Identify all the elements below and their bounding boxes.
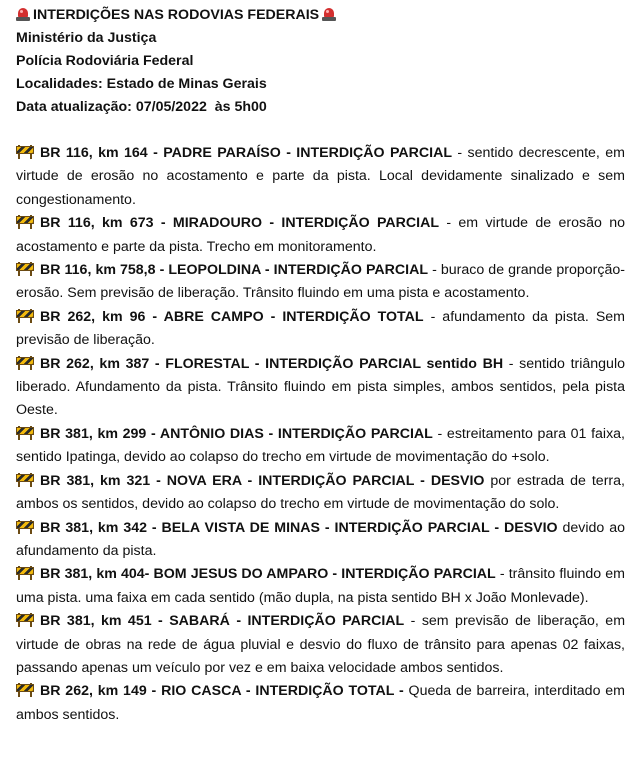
closure-description: - trânsito fluindo em uma pista. uma faixa em cada sentido (mão dupla, na pista sentido BH x João Monlevade). bbox=[16, 566, 625, 606]
closure-item bbox=[16, 423, 625, 470]
spacer bbox=[16, 119, 625, 142]
closure-description: - sem previsão de liberação, em virtude de obras na rede de água pluvial e desvio do fluxo de trânsito para apenas 02 faixas, passando apenas um veículo por vez e em baixa velocidade ambos sentidos. bbox=[16, 613, 626, 676]
closure-description: - buraco de grande proporção-erosão. Sem previsão de liberação. Trânsito fluindo em uma pista e acostamento. bbox=[16, 262, 625, 302]
title-line bbox=[16, 4, 625, 27]
closure-title: BR 116, km 673 - MIRADOURO - INTERDIÇÃO PARCIAL bbox=[40, 215, 439, 232]
closure-item bbox=[16, 470, 625, 517]
document-header bbox=[16, 4, 625, 119]
construction-barrier-icon bbox=[16, 355, 34, 370]
police-siren-icon bbox=[322, 7, 336, 21]
construction-barrier-icon bbox=[16, 565, 34, 580]
closure-description: - sentido triângulo liberado. Afundamento da pista. Trânsito fluindo em pista simples, ambos sentidos, pela pista Oeste. bbox=[16, 355, 625, 419]
closure-title: BR 262, km 96 - ABRE CAMPO - INTERDIÇÃO TOTAL bbox=[40, 308, 424, 325]
closure-item bbox=[16, 353, 625, 423]
closure-title: BR 381, km 404- BOM JESUS DO AMPARO - INTERDIÇÃO PARCIAL bbox=[40, 566, 496, 583]
closure-description: - afundamento da pista. Sem previsão de liberação. bbox=[16, 308, 625, 349]
police-siren-icon bbox=[16, 7, 30, 21]
updated-line: Data atualização: 07/05/2022 às 5h00 bbox=[16, 99, 267, 115]
closure-item bbox=[16, 680, 625, 727]
construction-barrier-icon bbox=[16, 682, 34, 697]
construction-barrier-icon bbox=[16, 472, 34, 487]
closure-title: BR 381, km 299 - ANTÔNIO DIAS - INTERDIÇÃO PARCIAL bbox=[40, 425, 433, 442]
closure-description: por estrada de terra, ambos os sentidos, devido ao colapso do trecho em virtude de movimentação do solo. bbox=[16, 472, 625, 513]
closure-item bbox=[16, 212, 625, 259]
agency-line: Polícia Rodoviária Federal bbox=[16, 53, 194, 69]
closure-item bbox=[16, 517, 625, 564]
closure-title: BR 262, km 387 - FLORESTAL - INTERDIÇÃO PARCIAL sentido BH bbox=[40, 355, 504, 372]
closure-list bbox=[16, 142, 625, 727]
closure-item bbox=[16, 610, 625, 680]
closure-title: BR 381, km 321 - NOVA ERA - INTERDIÇÃO PARCIAL - DESVIO bbox=[40, 472, 485, 489]
closure-description: - estreitamento para 01 faixa, sentido Ipatinga, devido ao colapso do trecho em virtude de movimentação do +solo. bbox=[16, 425, 625, 466]
closure-description: - em virtude de erosão no acostamento e parte da pista. Trecho em monitoramento. bbox=[16, 215, 625, 255]
construction-barrier-icon bbox=[16, 261, 34, 276]
closure-description: - sentido decrescente, em virtude de erosão no acostamento e parte da pista. Local devidamente sinalizado e sem congestionamento. bbox=[16, 145, 625, 208]
closure-title: BR 381, km 342 - BELA VISTA DE MINAS - INTERDIÇÃO PARCIAL - DESVIO bbox=[40, 519, 558, 536]
closure-title: BR 116, km 164 - PADRE PARAÍSO - INTERDIÇÃO PARCIAL bbox=[40, 145, 452, 161]
closure-title: BR 116, km 758,8 - LEOPOLDINA - INTERDIÇÃO PARCIAL bbox=[40, 262, 429, 279]
closure-description: Queda de barreira, interditado em ambos sentidos. bbox=[16, 683, 625, 723]
closure-item bbox=[16, 306, 625, 353]
closure-description: devido ao afundamento da pista. bbox=[16, 519, 625, 559]
construction-barrier-icon bbox=[16, 308, 34, 323]
construction-barrier-icon bbox=[16, 425, 34, 440]
construction-barrier-icon bbox=[16, 214, 34, 229]
closure-title: BR 262, km 149 - RIO CASCA - INTERDIÇÃO TOTAL - bbox=[40, 683, 404, 700]
document-title: INTERDIÇÕES NAS RODOVIAS FEDERAIS bbox=[33, 7, 320, 23]
ministry-line: Ministério da Justiça bbox=[16, 30, 157, 46]
construction-barrier-icon bbox=[16, 519, 34, 534]
construction-barrier-icon bbox=[16, 144, 34, 159]
closure-title: BR 381, km 451 - SABARÁ - INTERDIÇÃO PARCIAL bbox=[40, 613, 405, 630]
localities-line: Localidades: Estado de Minas Gerais bbox=[16, 76, 267, 92]
closure-item bbox=[16, 142, 625, 212]
closure-item bbox=[16, 259, 625, 306]
closure-item bbox=[16, 563, 625, 610]
construction-barrier-icon bbox=[16, 612, 34, 627]
